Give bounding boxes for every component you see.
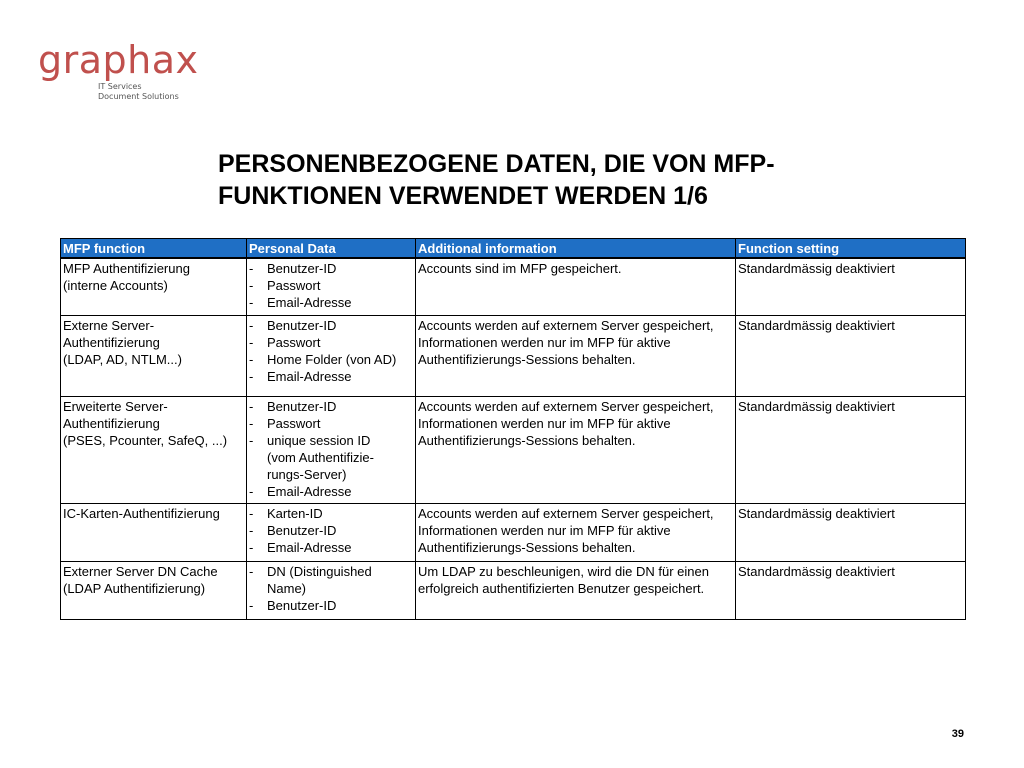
list-item: - Benutzer-ID [249,317,414,334]
list-item: - Email-Adresse [249,368,414,385]
list-item: - Benutzer-ID [249,597,414,614]
cell-personal-data [247,396,416,503]
cell-setting: Standardmässig deaktiviert [736,396,966,503]
cell-personal-data [247,503,416,561]
table-row [61,561,966,619]
page-number: 39 [951,728,964,740]
cell-function: MFP Authentifizierung (interne Accounts) [61,258,247,315]
company-logo [38,38,199,102]
cell-personal-data [247,561,416,619]
list-item: - Karten-ID [249,505,414,522]
list-item: - Benutzer-ID [249,260,414,277]
cell-setting: Standardmässig deaktiviert [736,315,966,396]
logo-tagline-2: Document Solutions [98,92,179,101]
list-item: - Passwort [249,334,414,351]
header-additional-information: Additional information [416,239,736,259]
cell-personal-data [247,315,416,396]
cell-info: Um LDAP zu beschleunigen, wird die DN für einen erfolgreich authentifizierten Benutzer gespeichert. [416,561,736,619]
table-row [61,258,966,315]
list-item: - Benutzer-ID [249,398,414,415]
table-header-row [61,239,966,259]
list-item: - Home Folder (von AD) [249,351,414,368]
header-function-setting: Function setting [736,239,966,259]
list-item: - Email-Adresse [249,483,414,500]
list-item: - Passwort [249,415,414,432]
table-row [61,503,966,561]
list-item: - Passwort [249,277,414,294]
logo-wordmark: graphax [38,38,199,82]
personal-data-table [60,238,966,620]
header-personal-data: Personal Data [247,239,416,259]
list-item: - unique session ID (vom Authentifizie- rungs-Server) [249,432,414,483]
cell-info: Accounts werden auf externem Server gespeichert, Informationen werden nur im MFP für aktive Authentifizierungs-Sessions behalten. [416,503,736,561]
header-mfp-function: MFP function [61,239,247,259]
list-item: - Email-Adresse [249,294,414,311]
list-item: - DN (Distinguished Name) [249,563,414,597]
list-item: - Benutzer-ID [249,522,414,539]
cell-info: Accounts werden auf externem Server gespeichert, Informationen werden nur im MFP für aktive Authentifizierungs-Sessions behalten. [416,315,736,396]
cell-function: IC-Karten-Authentifizierung [61,503,247,561]
cell-setting: Standardmässig deaktiviert [736,258,966,315]
cell-function: Externe Server- Authentifizierung (LDAP, AD, NTLM...) [61,315,247,396]
cell-personal-data [247,258,416,315]
logo-tagline-1: IT Services [98,82,142,91]
cell-setting: Standardmässig deaktiviert [736,561,966,619]
slide-title: PERSONENBEZOGENE DATEN, DIE VON MFP-FUNKTIONEN VERWENDET WERDEN 1/6 [218,150,775,210]
cell-info: Accounts werden auf externem Server gespeichert, Informationen werden nur im MFP für aktive Authentifizierungs-Sessions behalten. [416,396,736,503]
list-item: - Email-Adresse [249,539,414,556]
cell-function: Erweiterte Server- Authentifizierung (PSES, Pcounter, SafeQ, ...) [61,396,247,503]
cell-setting: Standardmässig deaktiviert [736,503,966,561]
table-row [61,396,966,503]
cell-function: Externer Server DN Cache (LDAP Authentifizierung) [61,561,247,619]
table-row [61,315,966,396]
cell-info: Accounts sind im MFP gespeichert. [416,258,736,315]
